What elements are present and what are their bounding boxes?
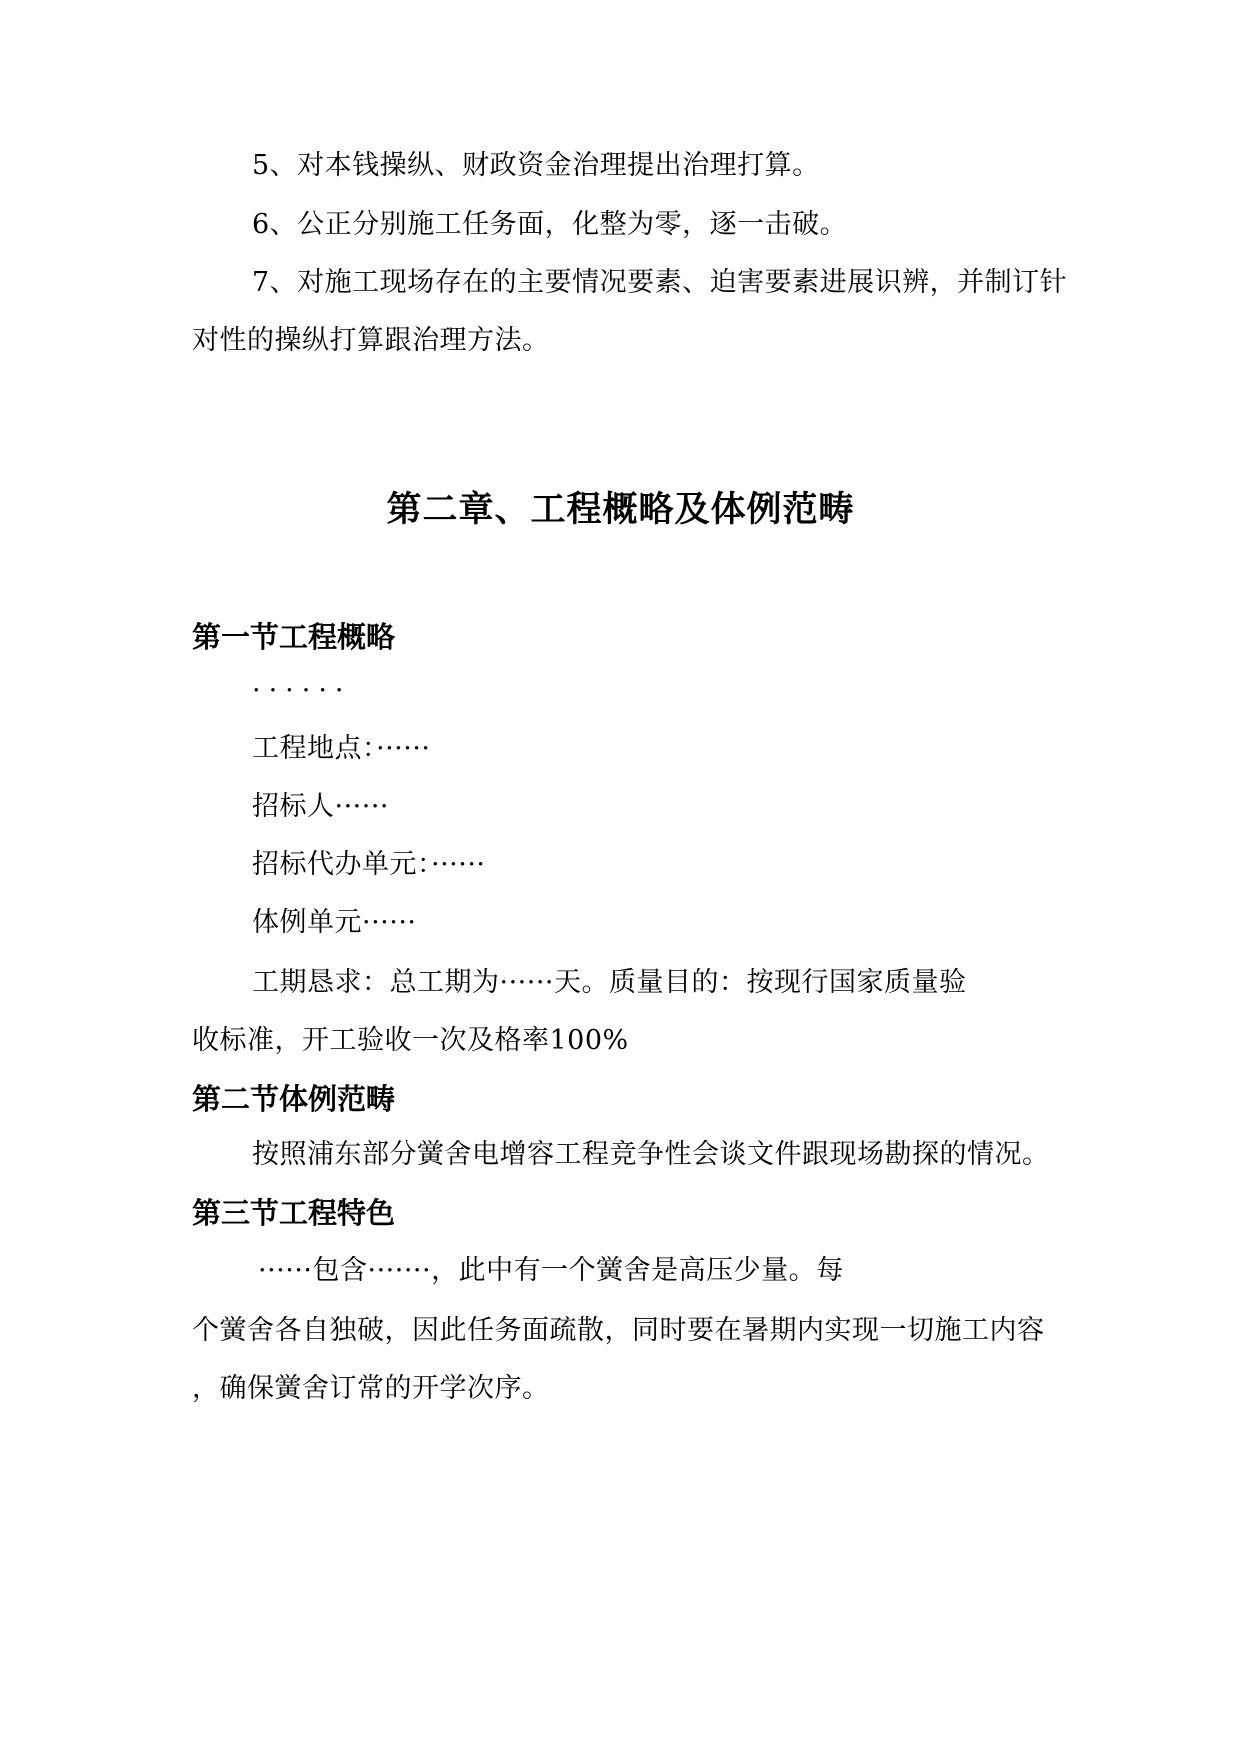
section3-heading: 第三节工程特色 — [192, 1196, 396, 1230]
compiler-unit: 体例单元······ — [252, 907, 417, 938]
list-item-6: 6、公正分别施工任务面，化整为零，逐一击破。 — [252, 209, 848, 240]
schedule-line-2: 收标准，开工验收一次及格率100% — [192, 1025, 629, 1056]
section3-line-3: ，确保黉舍订常的开学次序。 — [192, 1373, 550, 1404]
chapter-title: 第二章、工程概略及体例范畴 — [386, 490, 855, 530]
section3-line-2: 个黉舍各自独破，因此任务面疏散，同时要在暑期内实现一切施工内容 — [192, 1315, 1045, 1346]
list-item-5: 5、对本钱操纵、财政资金治理提出治理打算。 — [252, 150, 820, 181]
section1-heading: 第一节工程概略 — [192, 620, 396, 654]
project-name: ······ — [252, 675, 352, 706]
section2-text: 按照浦东部分黉舍电增容工程竞争性会谈文件跟现场勘探的情况。 — [252, 1139, 1050, 1170]
project-location: 工程地点：······ — [252, 733, 431, 764]
tender-agent: 招标代办单元：······ — [252, 849, 486, 880]
section2-heading: 第二节体例范畴 — [192, 1082, 396, 1116]
tenderer: 招标人······ — [252, 791, 389, 822]
list-item-7-continuation: 对性的操纵打算跟治理方法。 — [192, 325, 550, 356]
list-item-7: 7、对施工现场存在的主要情况要素、迫害要素进展识辨，并制订针 — [252, 267, 1068, 298]
section3-line-1: ······包含·······，此中有一个黉舍是高压少量。每 — [258, 1255, 844, 1286]
schedule-line-1: 工期恳求：总工期为······天。质量目的：按现行国家质量验 — [252, 967, 967, 998]
